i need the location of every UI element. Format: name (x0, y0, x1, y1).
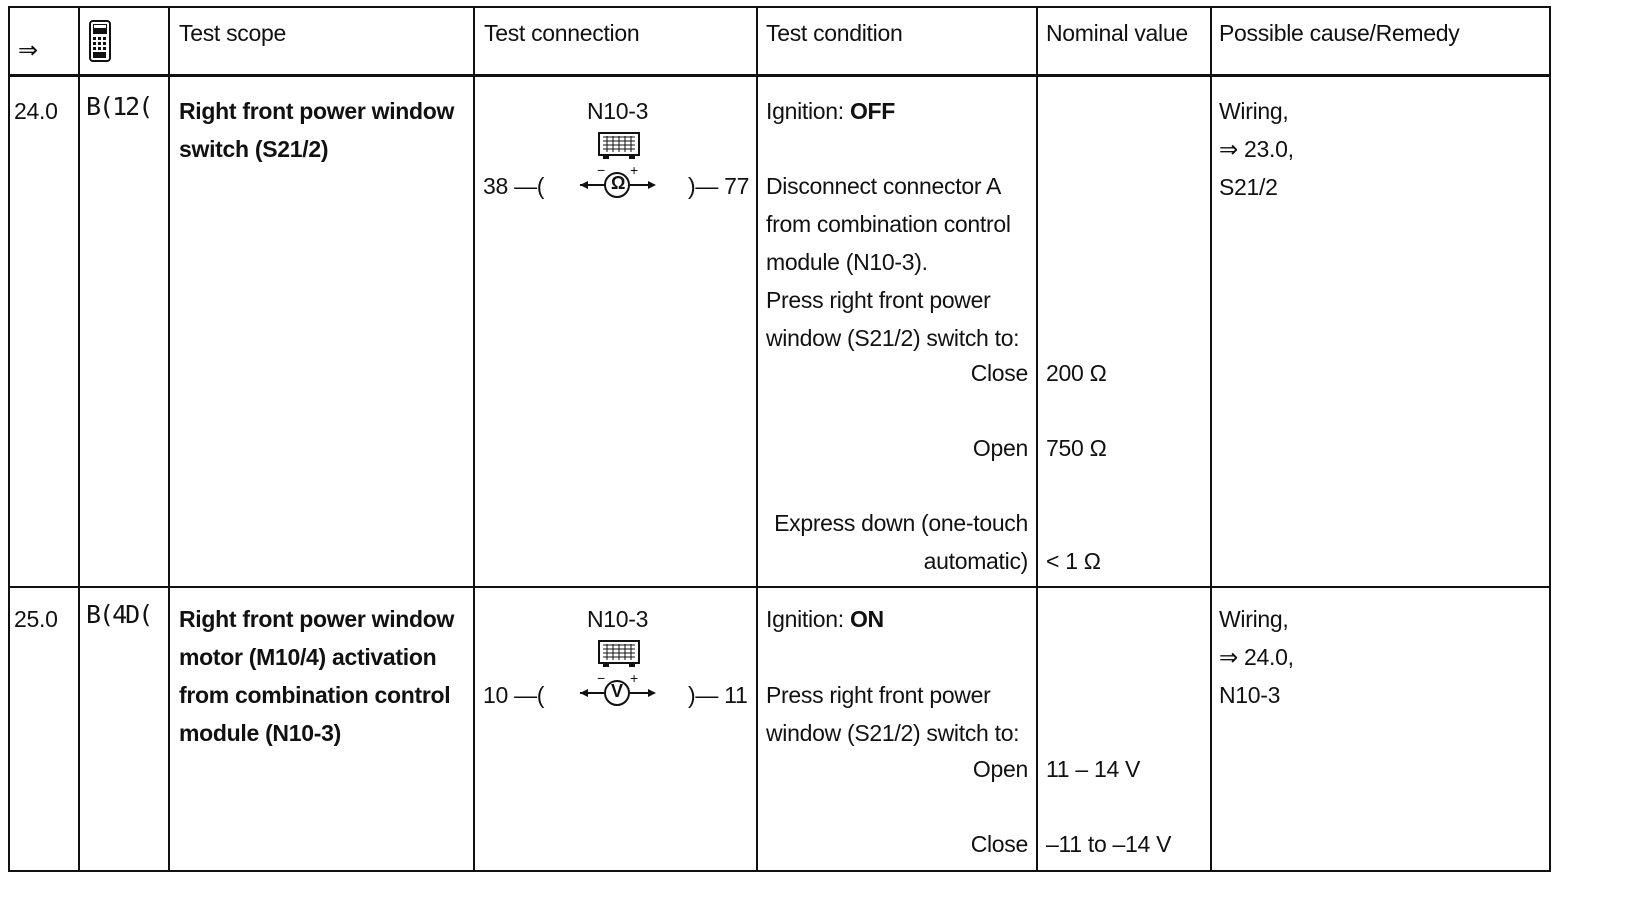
header-test-connection: Test connection (484, 20, 640, 46)
col-border-2 (168, 6, 170, 872)
switch-state-open: Open (972, 435, 1028, 461)
pin-left-number: 10 (483, 682, 508, 708)
col-border-right (1549, 6, 1551, 872)
pin-right-number: 11 (724, 682, 748, 708)
cause-line: Wiring, (1219, 606, 1289, 632)
switch-state-close: Close (970, 360, 1028, 386)
col-border-6 (1210, 6, 1212, 872)
switch-state-open: Open (972, 756, 1028, 782)
ignition-condition (766, 92, 895, 130)
nominal-value: 200 Ω (1046, 360, 1107, 386)
col-border-3 (473, 6, 475, 872)
pin-left (483, 167, 544, 205)
ignition-label: Ignition: (766, 606, 850, 632)
meter-plus: + (630, 670, 639, 686)
step-number: 25.0 (14, 606, 58, 632)
header-arrow: ⇒ (18, 37, 38, 64)
cause-line: ⇒ 23.0, (1219, 136, 1294, 162)
condition-instructions (766, 676, 1019, 752)
condition-instructions (766, 167, 1019, 357)
possible-cause (1219, 600, 1294, 714)
scope-line: motor (M10/4) activation (179, 644, 437, 670)
header-test-condition: Test condition (766, 20, 903, 46)
condition-line: Disconnect connector A (766, 173, 1002, 199)
nominal-value: 750 Ω (1046, 435, 1107, 461)
pin-left-number: 38 (483, 173, 508, 199)
col-border-1 (78, 6, 80, 872)
meter-symbol: Ω (611, 173, 626, 193)
control-module-icon (597, 639, 641, 674)
header-separator (8, 74, 1551, 77)
condition-line: module (N10-3). (766, 249, 928, 275)
header-nominal-value: Nominal value (1046, 20, 1188, 46)
probe-right-symbol: )— (688, 682, 725, 708)
header-test-scope: Test scope (179, 20, 286, 46)
table-top-border (8, 6, 1551, 8)
pin-left (483, 676, 544, 714)
header-possible-cause: Possible cause/Remedy (1219, 20, 1460, 46)
condition-line: window (S21/2) switch to: (766, 720, 1020, 746)
condition-line: window (S21/2) switch to: (766, 325, 1020, 351)
meter-minus: − (597, 670, 606, 686)
pin-right (688, 167, 749, 205)
cause-line: Wiring, (1219, 98, 1289, 124)
probe-right-symbol: )— (688, 173, 725, 199)
condition-line: from combination control (766, 211, 1011, 237)
cause-line: ⇒ 24.0, (1219, 644, 1294, 670)
scope-line: module (N10-3) (179, 720, 341, 746)
pin-right (688, 676, 747, 714)
cause-line: N10-3 (1219, 682, 1281, 708)
state-line: Express down (one-touch (774, 510, 1028, 536)
test-scope-text (179, 600, 454, 752)
nominal-value: –11 to –14 V (1046, 831, 1172, 857)
condition-line: Press right front power (766, 287, 991, 313)
ignition-condition (766, 600, 884, 638)
ignition-value: ON (849, 606, 884, 632)
module-label: N10-3 (587, 606, 649, 632)
col-border-left (8, 6, 10, 872)
probe-left-symbol: —( (507, 173, 545, 199)
probe-left-symbol: —( (507, 682, 545, 708)
table-bottom-border (8, 870, 1551, 872)
meter-minus: − (597, 162, 606, 178)
pin-right-number: 77 (724, 173, 750, 199)
scope-line: from combination control (179, 682, 451, 708)
meter-symbol: V (611, 681, 624, 701)
row-separator (8, 586, 1551, 588)
col-border-5 (1036, 6, 1038, 872)
switch-state-express-down (774, 504, 1028, 580)
scope-line: Right front power window (179, 606, 455, 632)
fault-code: B(4D( (86, 600, 152, 629)
test-scope-text (179, 92, 454, 168)
ignition-label: Ignition: (766, 98, 850, 124)
scope-line: switch (S21/2) (179, 136, 329, 162)
col-border-4 (756, 6, 758, 872)
state-line: automatic) (923, 548, 1028, 574)
cause-line: S21/2 (1219, 174, 1278, 200)
meter-plus: + (630, 162, 639, 178)
scope-line: Right front power window (179, 98, 455, 124)
nominal-value: 11 – 14 V (1046, 756, 1141, 782)
fault-code: B(12( (86, 92, 152, 121)
handheld-tester-icon (89, 20, 111, 67)
ignition-value: OFF (849, 98, 896, 124)
step-number: 24.0 (14, 98, 58, 124)
switch-state-close: Close (970, 831, 1028, 857)
control-module-icon (597, 131, 641, 166)
nominal-value: < 1 Ω (1046, 548, 1101, 574)
condition-line: Press right front power (766, 682, 991, 708)
module-label: N10-3 (587, 98, 649, 124)
possible-cause (1219, 92, 1294, 206)
